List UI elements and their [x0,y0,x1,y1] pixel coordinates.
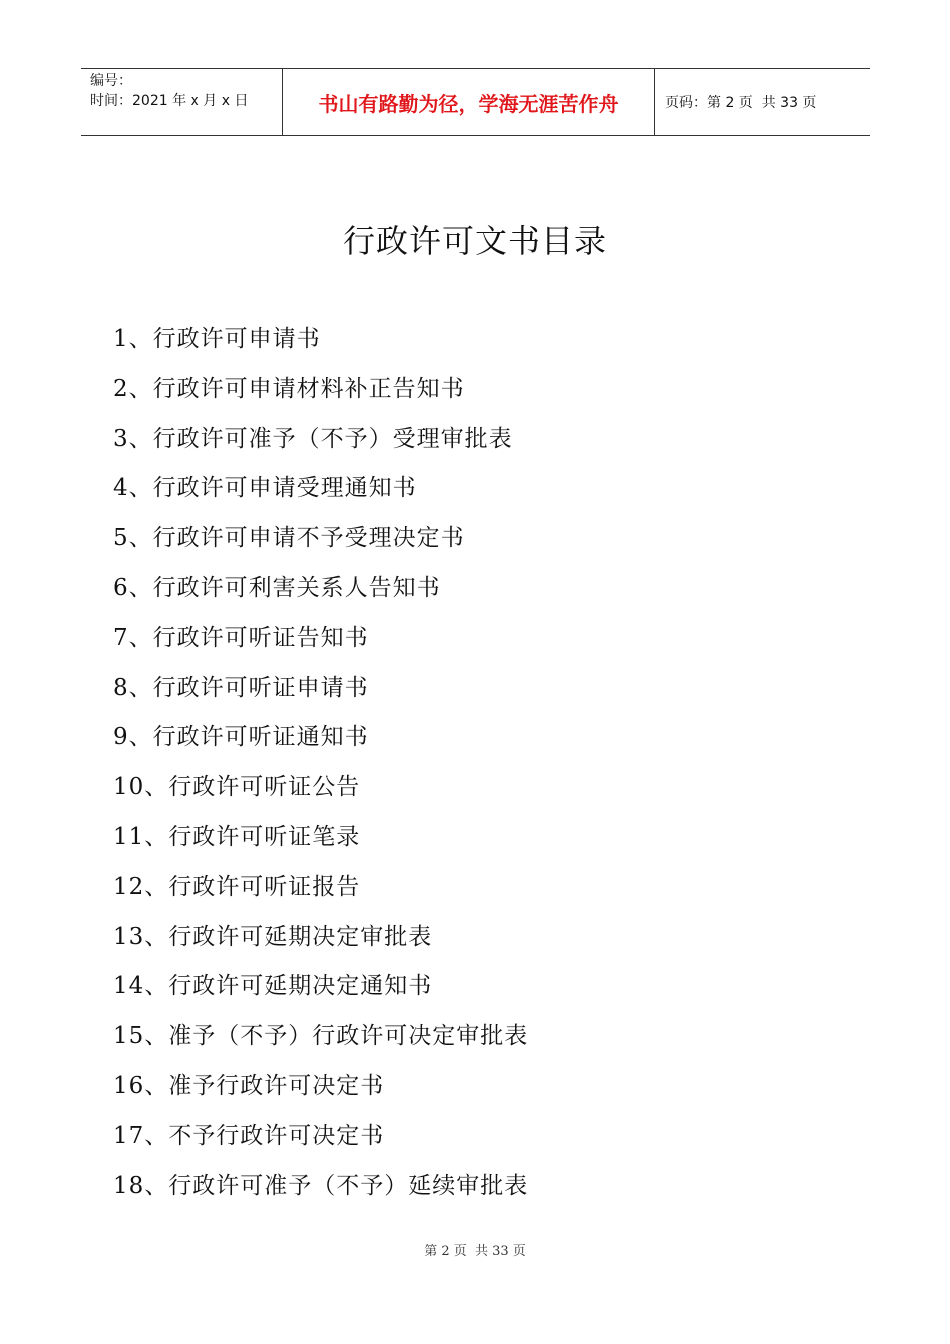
toc-item: 1、行政许可申请书 [113,326,321,352]
toc-item: 3、行政许可准予（不予）受理审批表 [113,425,513,452]
toc-item: 7、行政许可听证告知书 [113,624,369,651]
toc-item: 9、行政许可听证通知书 [113,724,369,751]
header-meta [81,69,282,135]
toc-item: 12、行政许可听证报告 [113,873,361,900]
toc-item: 14、行政许可延期决定通知书 [113,973,433,1000]
toc-item: 11、行政许可听证笔录 [113,823,361,850]
toc-item: 16、准予行政许可决定书 [113,1072,385,1099]
toc-item: 4、行政许可申请受理通知书 [113,475,417,502]
toc-item: 10、行政许可听证公告 [113,774,361,801]
page-header [81,68,870,136]
toc-item: 15、准予（不予）行政许可决定审批表 [113,1023,529,1050]
toc-item: 17、不予行政许可决定书 [113,1122,385,1149]
toc-item: 2、行政许可申请材料补正告知书 [113,375,465,402]
document-title: 行政许可文书目录 [342,222,607,260]
header-page-info: 页码：第 2 页 共 33 页 [665,95,817,111]
toc-item: 18、行政许可准予（不予）延续审批表 [113,1172,529,1199]
toc-item: 8、行政许可听证申请书 [113,674,369,701]
table-of-contents [113,318,528,1214]
toc-item: 5、行政许可申请不予受理决定书 [113,525,465,552]
document-date-label: 时间：2021 年 x 月 x 日 [90,93,249,109]
header-motto: 书山有路勤为径，学海无涯苦作舟 [282,69,655,135]
document-number-label: 编号： [90,73,132,89]
toc-item: 6、行政许可利害关系人告知书 [113,574,441,601]
toc-item: 13、行政许可延期决定审批表 [113,923,433,950]
page-footer: 第 2 页 共 33 页 [424,1244,526,1259]
